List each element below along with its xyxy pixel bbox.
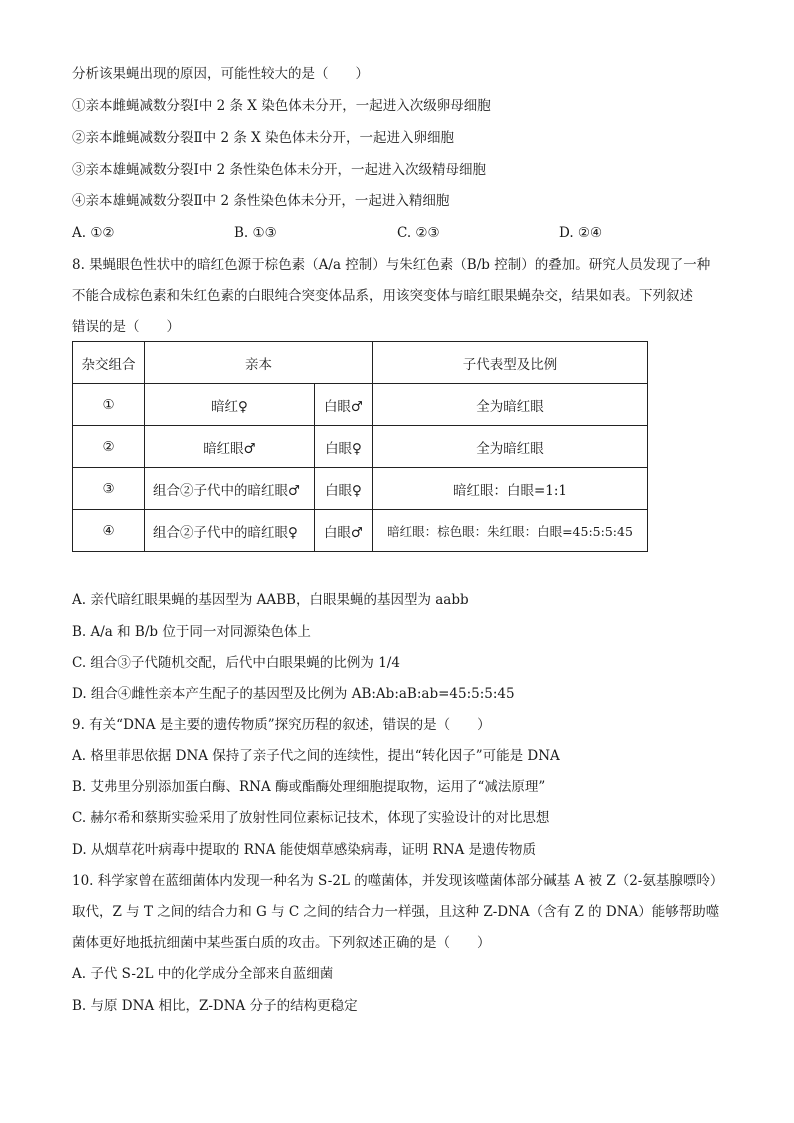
q7-item-4: ④亲本雄蝇减数分裂Ⅱ中 2 条性染色体未分开，一起进入精细胞: [72, 193, 450, 209]
q10-stem-line-3: 菌体更好地抵抗细菌中某些蛋白质的攻击。下列叙述正确的是（ ）: [72, 935, 491, 951]
q7-option-c[interactable]: C. ②③: [397, 225, 440, 241]
cell-parent-1: 暗红♀: [145, 384, 315, 426]
header-parents: 亲本: [145, 342, 373, 384]
header-offspring: 子代表型及比例: [373, 342, 648, 384]
q10-stem-line-1: 10. 科学家曾在蓝细菌体内发现一种名为 S-2L 的噬菌体，并发现该噬菌体部分碱基 A 被 Z（2-氨基腺嘌呤）: [72, 873, 724, 889]
table-row: [73, 384, 648, 426]
q7-options: [72, 223, 712, 243]
q7-option-b[interactable]: B. ①③: [234, 225, 277, 241]
q8-stem-line-2: 不能合成棕色素和朱红色素的白眼纯合突变体品系，用该突变体与暗红眼果蝇杂交，结果如表。下列叙述: [72, 288, 693, 304]
table-row: [73, 510, 648, 552]
cross-result-table: [72, 341, 648, 552]
q10-stem-line-2: 取代，Z 与 T 之间的结合力和 G 与 C 之间的结合力一样强，且这种 Z-DNA（含有 Z 的 DNA）能够帮助噬: [72, 904, 720, 920]
q10-option-b[interactable]: B. 与原 DNA 相比，Z-DNA 分子的结构更稳定: [72, 998, 358, 1014]
q9-option-d[interactable]: D. 从烟草花叶病毒中提取的 RNA 能使烟草感染病毒，证明 RNA 是遗传物质: [72, 842, 537, 858]
q10-option-a[interactable]: A. 子代 S-2L 中的化学成分全部来自蓝细菌: [72, 966, 334, 982]
q8-option-b[interactable]: B. A/a 和 B/b 位于同一对同源染色体上: [72, 624, 311, 640]
cell-parent-1: 暗红眼♂: [145, 426, 315, 468]
header-cross-combo: 杂交组合: [73, 342, 145, 384]
q9-option-b[interactable]: B. 艾弗里分别添加蛋白酶、RNA 酶或酯酶处理细胞提取物，运用了“减法原理”: [72, 779, 546, 795]
cell-offspring: 暗红眼：白眼=1:1: [373, 468, 648, 510]
q9-stem: 9. 有关“DNA 是主要的遗传物质”探究历程的叙述，错误的是（ ）: [72, 717, 491, 733]
cell-parent-2: 白眼♂: [315, 384, 373, 426]
q7-option-d[interactable]: D. ②④: [559, 225, 603, 241]
q8-option-c[interactable]: C. 组合③子代随机交配，后代中白眼果蝇的比例为 1/4: [72, 655, 400, 671]
cell-parent-2: 白眼♀: [315, 426, 373, 468]
q7-item-1: ①亲本雌蝇减数分裂Ⅰ中 2 条 X 染色体未分开，一起进入次级卵母细胞: [72, 98, 491, 114]
cell-combo: ①: [73, 384, 145, 426]
q7-option-a[interactable]: A. ①②: [72, 225, 115, 241]
q7-stem: 分析该果蝇出现的原因，可能性较大的是（ ）: [72, 66, 369, 82]
cell-parent-1: 组合②子代中的暗红眼♀: [145, 510, 315, 552]
cell-offspring: 全为暗红眼: [373, 384, 648, 426]
cell-combo: ④: [73, 510, 145, 552]
cell-combo: ②: [73, 426, 145, 468]
table-header-row: [73, 342, 648, 384]
cell-offspring: 全为暗红眼: [373, 426, 648, 468]
q8-stem-line-3: 错误的是（ ）: [72, 319, 180, 335]
cell-parent-2: 白眼♂: [315, 510, 373, 552]
table-row: [73, 468, 648, 510]
cell-parent-1: 组合②子代中的暗红眼♂: [145, 468, 315, 510]
q8-option-a[interactable]: A. 亲代暗红眼果蝇的基因型为 AABB，白眼果蝇的基因型为 aabb: [72, 592, 469, 608]
q9-option-a[interactable]: A. 格里菲思依据 DNA 保持了亲子代之间的连续性，提出“转化因子”可能是 DNA: [72, 748, 560, 764]
q7-item-3: ③亲本雄蝇减数分裂Ⅰ中 2 条性染色体未分开，一起进入次级精母细胞: [72, 162, 487, 178]
cell-combo: ③: [73, 468, 145, 510]
table-row: [73, 426, 648, 468]
cell-offspring: 暗红眼：棕色眼：朱红眼：白眼=45:5:5:45: [373, 510, 648, 552]
q8-stem-line-1: 8. 果蝇眼色性状中的暗红色源于棕色素（A/a 控制）与朱红色素（B/b 控制）的叠加。研究人员发现了一种: [72, 257, 711, 273]
q7-item-2: ②亲本雌蝇减数分裂Ⅱ中 2 条 X 染色体未分开，一起进入卵细胞: [72, 130, 455, 146]
q9-option-c[interactable]: C. 赫尔希和蔡斯实验采用了放射性同位素标记技术，体现了实验设计的对比思想: [72, 810, 550, 826]
q8-option-d[interactable]: D. 组合④雌性亲本产生配子的基因型及比例为 AB:Ab:aB:ab=45:5:5:45: [72, 686, 515, 702]
cell-parent-2: 白眼♀: [315, 468, 373, 510]
